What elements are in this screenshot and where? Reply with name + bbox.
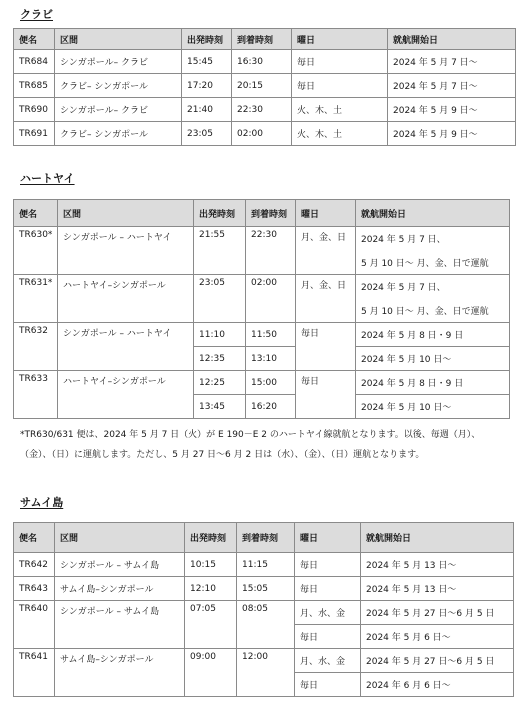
start-date: 2024 年 5 月 7 日～ bbox=[388, 50, 516, 74]
header-route: 区間 bbox=[55, 523, 185, 553]
route: クラビ– シンガポール bbox=[55, 74, 182, 98]
route: シンガポール – サムイ島 bbox=[55, 553, 185, 577]
header-arrival: 到着時刻 bbox=[232, 29, 292, 50]
departure-time: 23:05 bbox=[194, 275, 246, 323]
operating-days: 火、木、土 bbox=[292, 98, 388, 122]
start-date: 2024 年 5 月 7 日～ bbox=[388, 74, 516, 98]
header-start-date: 就航開始日 bbox=[388, 29, 516, 50]
header-flight: 便名 bbox=[14, 200, 58, 227]
start-date: 2024 年 5 月 13 日～ bbox=[361, 577, 514, 601]
start-date: 2024 年 5 月 9 日～ bbox=[388, 122, 516, 146]
operating-days: 月、水、金 bbox=[295, 601, 361, 625]
header-days: 曜日 bbox=[296, 200, 356, 227]
flight-number: TR684 bbox=[14, 50, 55, 74]
arrival-time: 12:00 bbox=[237, 649, 295, 697]
arrival-time: 13:10 bbox=[246, 347, 296, 371]
operating-days: 毎日 bbox=[295, 673, 361, 697]
flight-number: TR641 bbox=[14, 649, 55, 697]
route: シンガポール – ハートヤイ bbox=[58, 227, 194, 275]
operating-days: 毎日 bbox=[296, 371, 356, 419]
start-date: 2024 年 5 月 10 日～ bbox=[356, 395, 510, 419]
operating-days: 毎日 bbox=[295, 553, 361, 577]
start-date: 2024 年 5 月 7 日、 bbox=[356, 275, 510, 299]
departure-time: 23:05 bbox=[182, 122, 232, 146]
route: サムイ島–シンガポール bbox=[55, 577, 185, 601]
header-route: 区間 bbox=[55, 29, 182, 50]
header-start-date: 就航開始日 bbox=[356, 200, 510, 227]
header-departure: 出発時刻 bbox=[185, 523, 237, 553]
header-days: 曜日 bbox=[292, 29, 388, 50]
header-days: 曜日 bbox=[295, 523, 361, 553]
header-departure: 出発時刻 bbox=[194, 200, 246, 227]
departure-time: 17:20 bbox=[182, 74, 232, 98]
arrival-time: 11:15 bbox=[237, 553, 295, 577]
operating-days: 火、木、土 bbox=[292, 122, 388, 146]
section-title-hatyai: ハートヤイ bbox=[20, 172, 75, 185]
header-route: 区間 bbox=[58, 200, 194, 227]
start-date: 2024 年 6 月 6 日～ bbox=[361, 673, 514, 697]
departure-time: 21:40 bbox=[182, 98, 232, 122]
route: シンガポール– クラビ bbox=[55, 50, 182, 74]
departure-time: 13:45 bbox=[194, 395, 246, 419]
departure-time: 12:10 bbox=[185, 577, 237, 601]
departure-time: 09:00 bbox=[185, 649, 237, 697]
operating-days: 毎日 bbox=[295, 577, 361, 601]
route: ハートヤイ–シンガポール bbox=[58, 371, 194, 419]
table-row bbox=[14, 371, 510, 395]
departure-time: 07:05 bbox=[185, 601, 237, 649]
table-row bbox=[14, 577, 514, 601]
krabi-schedule-table bbox=[13, 28, 516, 146]
operating-days: 毎日 bbox=[296, 323, 356, 371]
flight-number: TR630* bbox=[14, 227, 58, 275]
operating-days: 月、金、日 bbox=[296, 227, 356, 275]
start-date: 2024 年 5 月 7 日、 bbox=[356, 227, 510, 251]
table-row bbox=[14, 323, 510, 347]
start-date-note: 5 月 10 日～ 月、金、日で運航 bbox=[356, 251, 510, 275]
arrival-time: 02:00 bbox=[246, 275, 296, 323]
header-arrival: 到着時刻 bbox=[246, 200, 296, 227]
table-header-row bbox=[14, 523, 514, 553]
table-row bbox=[14, 50, 516, 74]
route: ハートヤイ–シンガポール bbox=[58, 275, 194, 323]
arrival-time: 20:15 bbox=[232, 74, 292, 98]
flight-number: TR685 bbox=[14, 74, 55, 98]
route: クラビ– シンガポール bbox=[55, 122, 182, 146]
arrival-time: 11:50 bbox=[246, 323, 296, 347]
operating-days: 毎日 bbox=[292, 50, 388, 74]
operating-days: 毎日 bbox=[295, 625, 361, 649]
table-header-row bbox=[14, 29, 516, 50]
route: シンガポール – サムイ島 bbox=[55, 601, 185, 649]
flight-number: TR642 bbox=[14, 553, 55, 577]
header-flight: 便名 bbox=[14, 523, 55, 553]
footnote bbox=[20, 425, 508, 465]
route: シンガポール– クラビ bbox=[55, 98, 182, 122]
arrival-time: 16:20 bbox=[246, 395, 296, 419]
arrival-time: 15:00 bbox=[246, 371, 296, 395]
start-date: 2024 年 5 月 27 日～6 月 5 日 bbox=[361, 649, 514, 673]
departure-time: 12:35 bbox=[194, 347, 246, 371]
table-row bbox=[14, 122, 516, 146]
arrival-time: 22:30 bbox=[232, 98, 292, 122]
table-row bbox=[14, 601, 514, 625]
table-row bbox=[14, 275, 510, 299]
header-departure: 出発時刻 bbox=[182, 29, 232, 50]
table-row bbox=[14, 227, 510, 251]
start-date: 2024 年 5 月 6 日～ bbox=[361, 625, 514, 649]
table-row bbox=[14, 649, 514, 673]
operating-days: 毎日 bbox=[292, 74, 388, 98]
arrival-time: 16:30 bbox=[232, 50, 292, 74]
flight-number: TR691 bbox=[14, 122, 55, 146]
table-row bbox=[14, 553, 514, 577]
hatyai-schedule-table bbox=[13, 199, 510, 419]
section-title-krabi: クラビ bbox=[20, 8, 53, 21]
footnote-line: （金）、（日）に運航します。ただし、5 月 27 日～6 月 2 日は（水）、（金）、（日）運航となります。 bbox=[20, 450, 425, 460]
route: サムイ島–シンガポール bbox=[55, 649, 185, 697]
flight-number: TR633 bbox=[14, 371, 58, 419]
section-title-samui: サムイ島 bbox=[20, 496, 64, 509]
route: シンガポール – ハートヤイ bbox=[58, 323, 194, 371]
table-header-row bbox=[14, 200, 510, 227]
departure-time: 11:10 bbox=[194, 323, 246, 347]
start-date: 2024 年 5 月 27 日～6 月 5 日 bbox=[361, 601, 514, 625]
start-date: 2024 年 5 月 8 日・9 日 bbox=[356, 323, 510, 347]
start-date-note: 5 月 10 日～ 月、金、日で運航 bbox=[356, 299, 510, 323]
header-start-date: 就航開始日 bbox=[361, 523, 514, 553]
operating-days: 月、水、金 bbox=[295, 649, 361, 673]
start-date: 2024 年 5 月 9 日～ bbox=[388, 98, 516, 122]
arrival-time: 15:05 bbox=[237, 577, 295, 601]
header-arrival: 到着時刻 bbox=[237, 523, 295, 553]
departure-time: 21:55 bbox=[194, 227, 246, 275]
samui-schedule-table bbox=[13, 522, 514, 697]
departure-time: 10:15 bbox=[185, 553, 237, 577]
table-row bbox=[14, 98, 516, 122]
arrival-time: 08:05 bbox=[237, 601, 295, 649]
footnote-line: *TR630/631 便は、2024 年 5 月 7 日（火）が E 190－E 2 のハートヤイ線就航となります。以後、毎週（月）、 bbox=[20, 430, 481, 440]
flight-number: TR640 bbox=[14, 601, 55, 649]
arrival-time: 22:30 bbox=[246, 227, 296, 275]
departure-time: 12:25 bbox=[194, 371, 246, 395]
departure-time: 15:45 bbox=[182, 50, 232, 74]
start-date: 2024 年 5 月 10 日～ bbox=[356, 347, 510, 371]
flight-number: TR643 bbox=[14, 577, 55, 601]
flight-number: TR631* bbox=[14, 275, 58, 323]
flight-number: TR632 bbox=[14, 323, 58, 371]
operating-days: 月、金、日 bbox=[296, 275, 356, 323]
header-flight: 便名 bbox=[14, 29, 55, 50]
start-date: 2024 年 5 月 13 日～ bbox=[361, 553, 514, 577]
start-date: 2024 年 5 月 8 日・9 日 bbox=[356, 371, 510, 395]
table-row bbox=[14, 74, 516, 98]
flight-number: TR690 bbox=[14, 98, 55, 122]
arrival-time: 02:00 bbox=[232, 122, 292, 146]
